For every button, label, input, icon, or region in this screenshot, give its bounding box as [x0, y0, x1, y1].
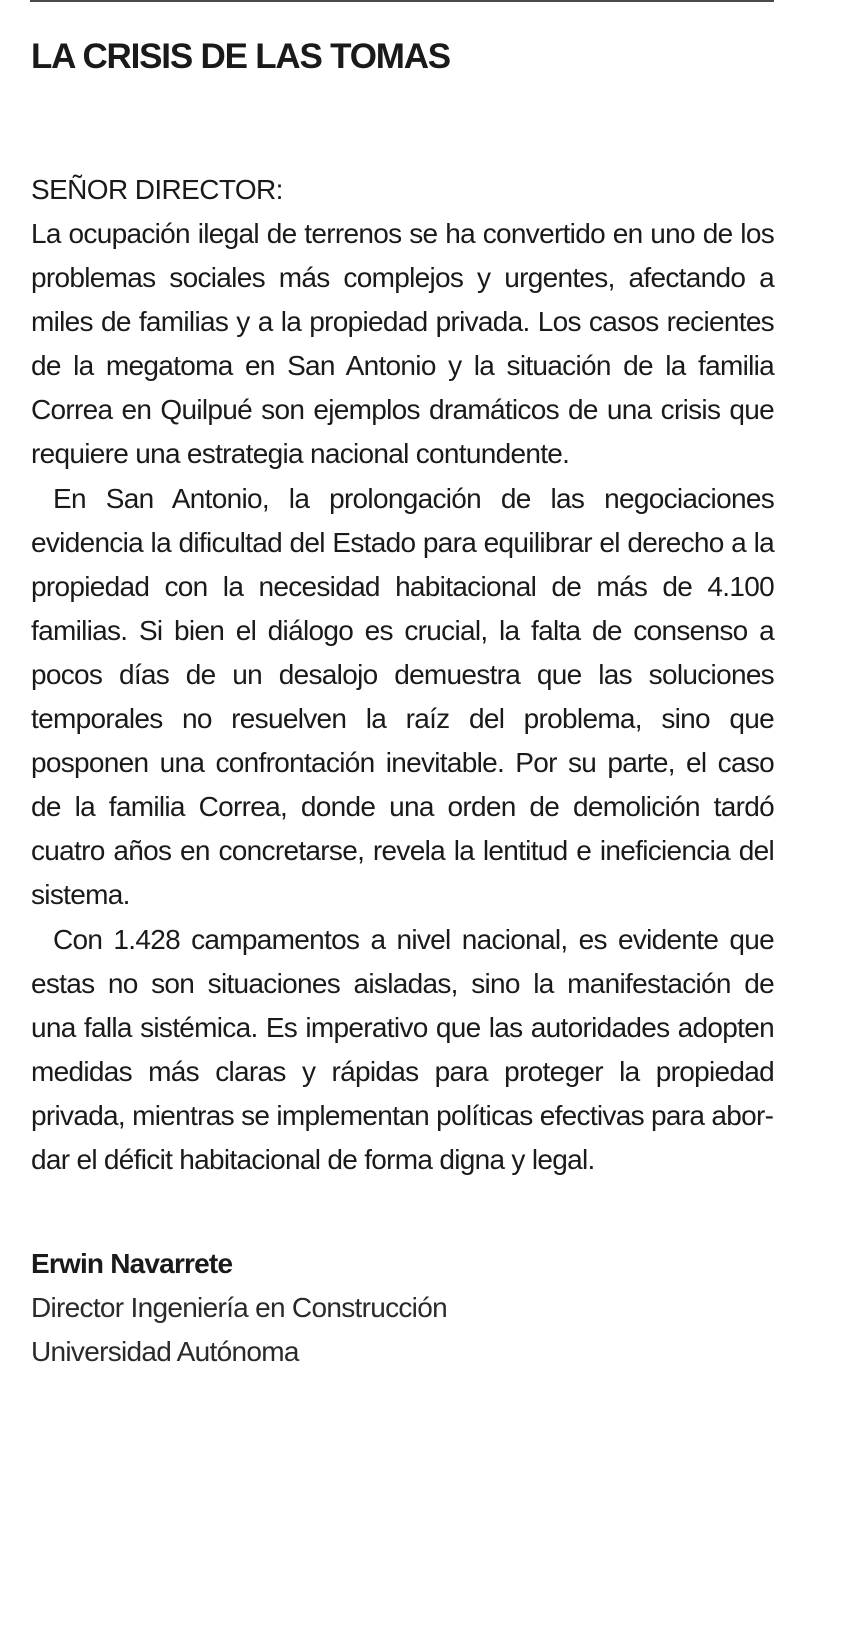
headline: LA CRISIS DE LAS TOMAS — [31, 37, 450, 76]
top-divider — [30, 0, 774, 2]
author-name: Erwin Navarrete — [31, 1248, 233, 1280]
letter-to-editor — [31, 30, 774, 1374]
letter-body — [31, 212, 774, 1182]
signature-block — [31, 1242, 774, 1374]
author-institution: Universidad Autónoma — [31, 1336, 299, 1368]
paragraph-3: Con 1.428 campamentos a nivel nacional, es evidente que estas no son situaciones aisladas, sino la manifestación de una falla sistémica. Es imperativo que las autoridades adopten medidas más claras y rápidas para proteger la propiedad privada, mientras se implementan políticas efectivas para abordar el déficit habitacional de forma digna y legal. — [31, 923, 774, 1175]
paragraph-1: La ocupación ilegal de terrenos se ha convertido en uno de los problemas sociales más complejos y urgentes, afectando a miles de familias y a la propiedad privada. Los casos recientes de la megatoma en San Antonio y la situación de la familia Correa en Quilpué son ejemplos dramáticos de una crisis que requiere una estrategia nacional contundente. — [31, 218, 774, 470]
salutation: SEÑOR DIRECTOR: — [31, 174, 283, 205]
author-role: Director Ingeniería en Construcción — [31, 1292, 447, 1324]
paragraph-2: En San Antonio, la prolongación de las negociaciones evidencia la dificultad del Estado para equilibrar el derecho a la propiedad con la necesidad habitacional de más de 4.100 familias. Si bien el diálogo es crucial, la falta de consenso a pocos días de un desalojo demuestra que las soluciones temporales no resuelven la raíz del problema, sino que posponen una confrontación inevitable. Por su parte, el caso de la familia Correa, donde una orden de demolición tardó cuatro años en concretarse, revela la lentitud e ineficiencia del sistema. — [31, 482, 774, 911]
